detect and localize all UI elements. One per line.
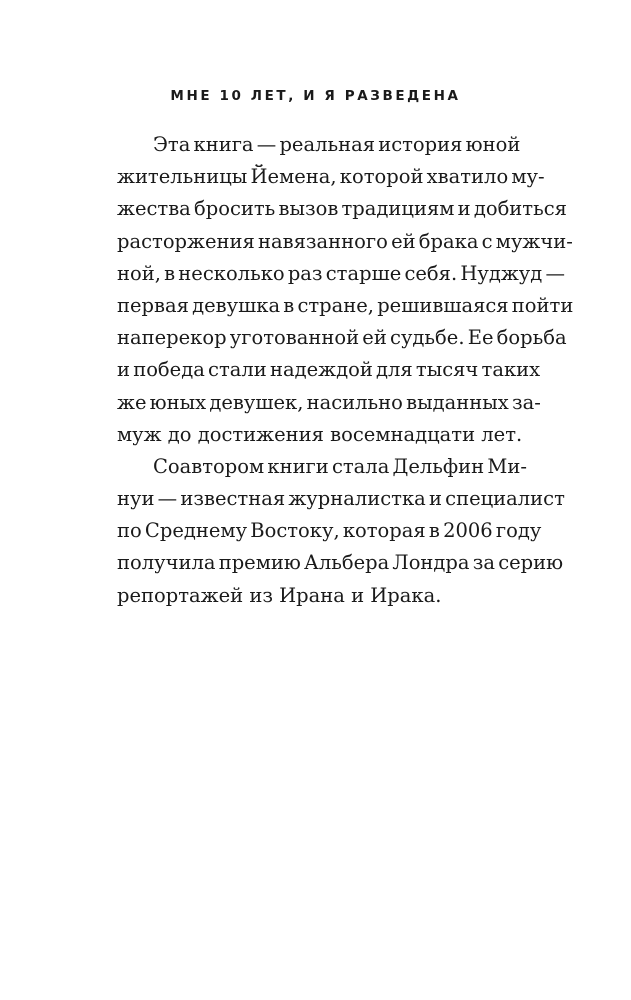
text-line: жества бросить вызов традициям и добиться — [117, 197, 567, 221]
text-line: же юных девушек, насильно выданных за- — [117, 390, 541, 414]
paragraph-1 — [117, 129, 574, 451]
text-line: расторжения навязанного ей брака с мужчи- — [117, 229, 573, 253]
text-line: получила премию Альбера Лондра за серию — [117, 551, 564, 575]
text-line: Соавтором книги стала Дельфин Ми- — [153, 454, 527, 478]
text-line: Эта книга — реальная история юной — [153, 133, 521, 156]
paragraph-2 — [117, 451, 565, 612]
text-line: репортажей из Ирана и Ирака. — [117, 583, 442, 607]
text-line: нуи — известная журналистка и специалист — [117, 487, 565, 511]
annotation-text — [117, 129, 574, 612]
text-line: наперекор уготованной ей судьбе. Ее борьба — [117, 326, 567, 350]
text-line: жительницы Йемена, которой хватило му- — [117, 165, 545, 189]
text-line: ной, в несколько раз старше себя. Нуджуд — — [117, 261, 565, 285]
text-line: первая девушка в стране, решившаяся пойти — [117, 293, 574, 317]
text-line: и победа стали надеждой для тысяч таких — [117, 358, 541, 382]
running-head: МНЕ 10 ЛЕТ, И Я РАЗВЕДЕНА — [170, 88, 461, 104]
text-line: муж до достижения восемнадцати лет. — [117, 422, 523, 446]
text-line: по Среднему Востоку, которая в 2006 году — [117, 519, 542, 543]
